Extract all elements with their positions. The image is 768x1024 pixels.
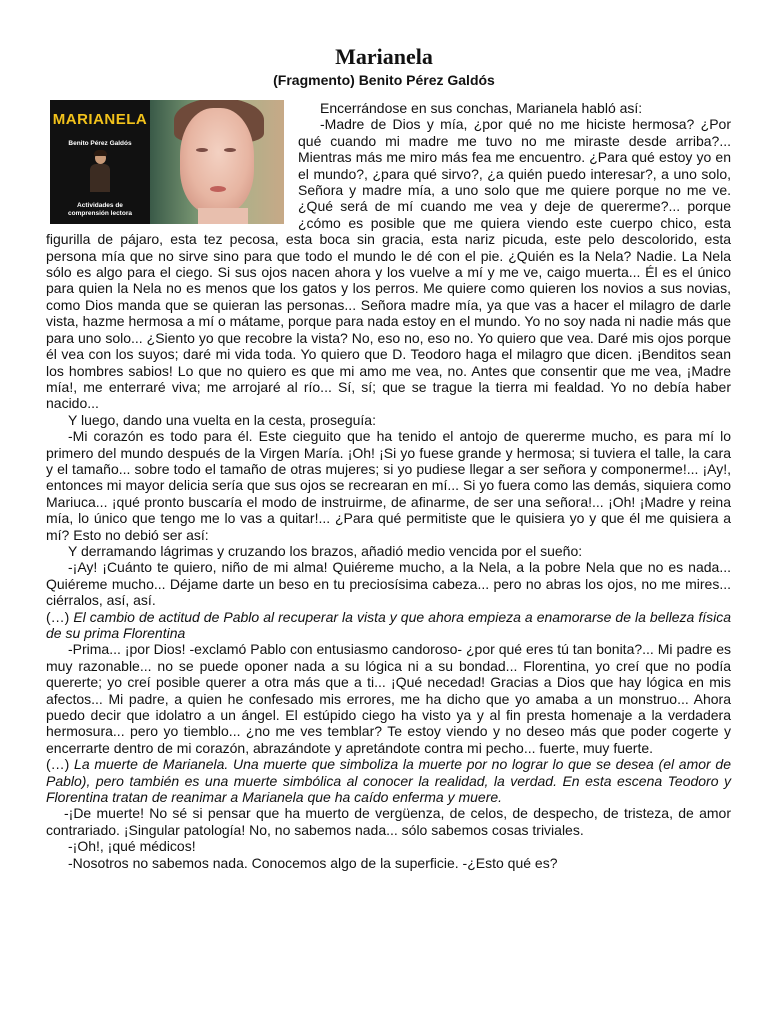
paragraph: Y luego, dando una vuelta en la cesta, proseguía:	[68, 411, 376, 428]
paragraph: -¡Ay! ¡Cuánto te quiero, niño de mi alma! Quiéreme mucho, a la Nela, a la pobre Nela que no es nada... Quiéreme mucho... Déjame darte un beso en tu preciosísima cabeza... pero no abras los ojos, no me mires... ciérralos, así, así.	[46, 559, 731, 609]
cover-activity-line1: Actividades de	[77, 202, 123, 209]
paragraph: -Nosotros no sabemos nada. Conocemos algo de la superficie. -¿Esto qué es?	[68, 854, 558, 871]
paragraph: -Mi corazón es todo para él. Este cieguito que ha tenido el antojo de quererme mucho, es para mí lo primero del mundo después de la Virgen María. ¡Oh! ¡Si yo fuese grande y hermosa; si tuviera el talle, la cara y el tamaño... sobre todo el tamaño de otras mujeres; si yo pudiese llegar a ser señora y componerme!... ¡Ay!, entonces mi mayor delicia sería que sus ojos se recrearan en mí... Si yo fuera como las demás, siquiera como Mariuca... ¡qué pronto buscaría el modo de instruirme, de afinarme, de ser una señora!... ¡Oh! ¡Madre y reina mía, lo único que tengo me lo vas a quitar!... ¿Para qué permitiste que le quisiera yo y que él me quisiera a mí? Esto no debió ser así:	[46, 428, 731, 543]
paragraph: -¡De muerte! No sé si pensar que ha muerto de vergüenza, de celos, de despecho, de tristeza, de amor contrariado. ¡Singular patología! No, no sabemos nada... sólo sabemos cosas triviales.	[46, 805, 731, 838]
woman-portrait-image	[150, 100, 284, 224]
book-cover-image	[50, 100, 150, 224]
article-body	[46, 100, 731, 871]
note-prefix: (…)	[46, 756, 75, 773]
paragraph: -Madre de Dios y mía, ¿por qué no me hiciste hermosa? ¿Por qué cuando mi madre me tuvo no me miraste desde arriba?... Mientras más me miro más fea me encuentro. ¿Para qué estoy yo en el mundo?, ¿para qué sirvo?, ¿a quién puedo interesar?, a uno solo, Señora y madre mía, a uno solo que me quiere porque no me ve. ¿Qué será de mí cuando me vea y deje de quererme?... porque ¿cómo es posible que me quiera viendo este cuerpo chico, esta figurilla de pájaro, esta tez pecosa, esta boca sin gracia, esta nariz picuda, este pelo descolorido, esta persona mía que no sirve sino para que todo el mundo le dé con el pie. ¿Quién es la Nela? Nadie. La Nela sólo es algo para el ciego. Si sus ojos nacen ahora y los vuelve a mí y me ve, caigo muerta... Él es el único para quien la Nela no es menos que los gatos y los perros. Me quiere como quieren los novios a sus novias, como Dios manda que se quieran las personas... Señora madre mía, ya que vas a hacer el milagro de darle vista, hazme hermosa a mí o mátame, porque para nada estoy en el mundo. Yo no soy nada ni nadie más que para uno solo... ¿Siento yo que recobre la vista? No, eso no, eso no. Yo quiero que vea. Daré mis ojos porque él vea con los suyos; daré mi vida toda. Yo quiero que D. Teodoro haga el milagro que dicen. ¡Benditos sean los hombres sabios! Lo que no quiero es que mi amo me vea, no. Antes que consentir que me vea, ¡Madre mía!, me enterraré viva; me arrojaré al río... Sí, sí; que se trague la tierra mi fealdad. Yo no debía haber nacido...	[46, 116, 731, 412]
commentary-note	[46, 756, 731, 805]
paragraph: -Prima... ¡por Dios! -exclamó Pablo con entusiasmo candoroso- ¿por qué eres tú tan bonita?... Mi padre es muy razonable... no se puede oponer nada a su lógica ni a su bondad... Florentina, yo creí que no podía quererte; yo creí posible querer a otra más que a ti... ¡Qué necedad! Gracias a Dios que hay lógica en mis afectos... Mi padre, a quien he confesado mis errores, me ha dicho que yo amaba a un monstruo... Ahora puedo decir que idolatro a un ángel. El estúpido ciego ha visto ya y al fin presta homenaje a la verdadera hermosura... pero yo tiemblo... ¿no me ves temblar? Te estoy viendo y no deseo más que poder cogerte y encerrarte dentro de mi corazón, abrazándote y apretándote contra mi pecho... fuerte, muy fuerte.	[46, 641, 731, 756]
cover-author: Benito Pérez Galdós	[68, 140, 132, 147]
cover-activity-line2: comprensión lectora	[68, 210, 132, 217]
cover-logo: MARIANELA	[52, 111, 148, 128]
note-text: La muerte de Marianela. Una muerte que simboliza la muerte por no lograr lo que se desea (el amor de Pablo), pero también es una muerte simbólica al conocer la realidad, la verdad. En esta escena Teodoro y Florentina tratan de reanimar a Marianela que ha caído enferma y muere.	[46, 756, 731, 806]
document-title: Marianela	[335, 44, 433, 69]
cover-activity-label	[50, 202, 150, 218]
note-text: El cambio de actitud de Pablo al recuperar la vista y que ahora empieza a enamorarse de la belleza física de su prima Florentina	[46, 608, 731, 641]
paragraph: -¡Oh!, ¡qué médicos!	[68, 838, 196, 855]
document-subtitle: (Fragmento) Benito Pérez Galdós	[273, 72, 495, 88]
commentary-note	[46, 609, 731, 642]
author-portrait-icon	[90, 152, 110, 192]
paragraph: Y derramando lágrimas y cruzando los brazos, añadió medio vencida por el sueño:	[68, 542, 583, 559]
paragraph: Encerrándose en sus conchas, Marianela habló así:	[320, 100, 643, 116]
illustration	[50, 100, 284, 224]
note-prefix: (…)	[46, 608, 74, 625]
